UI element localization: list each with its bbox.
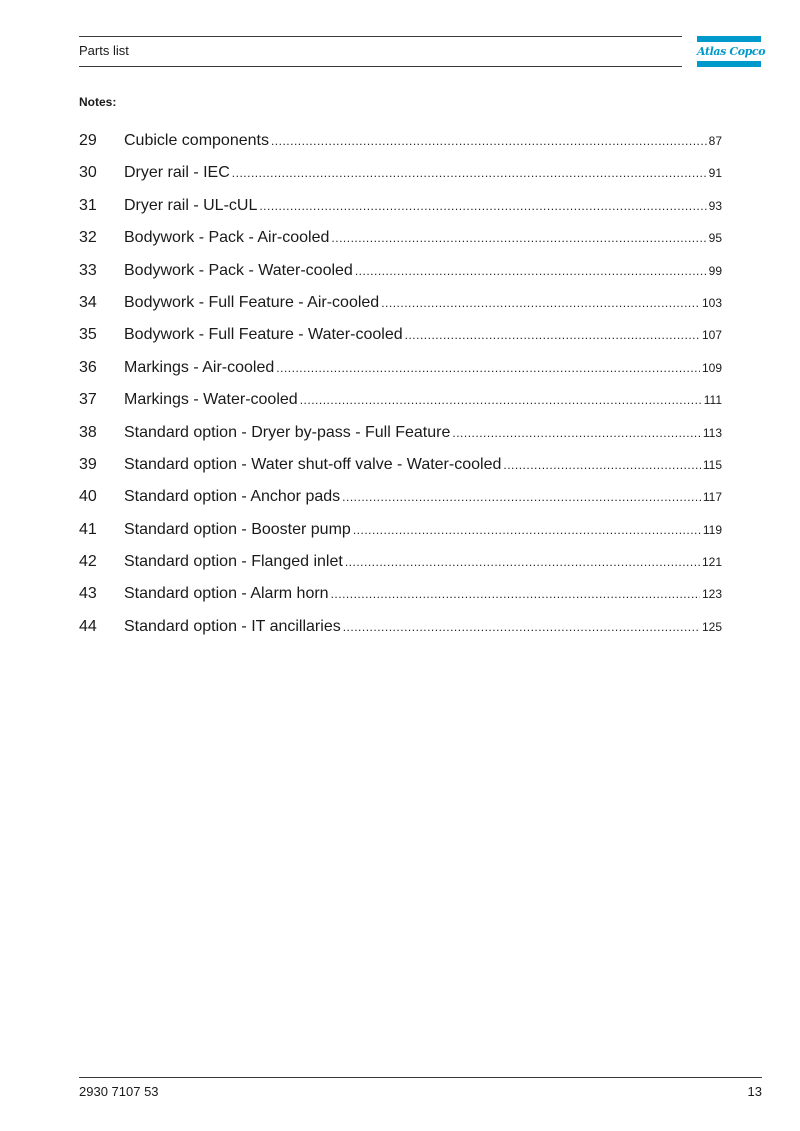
toc-dot-leader xyxy=(259,194,706,218)
toc-entry-number: 35 xyxy=(79,326,97,344)
toc-entry[interactable] xyxy=(79,485,722,517)
toc-dot-leader xyxy=(232,161,707,185)
toc-dot-leader xyxy=(271,129,707,153)
toc-entry-title[interactable]: Dryer rail - UL-cUL xyxy=(124,196,258,214)
toc-entry-title[interactable]: Standard option - IT ancillaries xyxy=(124,617,341,635)
toc-dot-leader xyxy=(342,485,701,509)
toc-entry[interactable] xyxy=(79,161,722,193)
toc-entry-title[interactable]: Bodywork - Pack - Water-cooled xyxy=(124,261,353,279)
toc-entry[interactable] xyxy=(79,129,722,161)
toc-entry-number: 31 xyxy=(79,196,97,214)
toc-entry-title[interactable]: Bodywork - Full Feature - Water-cooled xyxy=(124,326,403,344)
toc-entry-number: 29 xyxy=(79,132,97,149)
toc-entry-page[interactable]: 93 xyxy=(708,198,722,213)
toc-entry-number: 30 xyxy=(79,164,97,182)
header-bottom-rule xyxy=(79,66,682,67)
page-number: 13 xyxy=(747,1084,762,1099)
toc-entry[interactable] xyxy=(79,582,722,614)
toc-entry[interactable] xyxy=(79,453,722,485)
toc-dot-leader xyxy=(331,582,700,606)
toc-entry-title[interactable]: Cubicle components xyxy=(124,132,269,149)
toc-entry-title[interactable]: Markings - Air-cooled xyxy=(124,358,275,376)
toc-entry-page[interactable]: 91 xyxy=(708,166,722,181)
notes-label: Notes: xyxy=(79,95,117,109)
toc-dot-leader xyxy=(331,226,706,250)
toc-entry-number: 36 xyxy=(79,358,97,376)
toc-dot-leader xyxy=(345,550,700,574)
toc-dot-leader xyxy=(503,453,701,477)
toc-entry[interactable] xyxy=(79,518,722,550)
toc-entry-page[interactable]: 119 xyxy=(702,522,722,537)
toc-entry[interactable] xyxy=(79,291,722,323)
toc-entry-page[interactable]: 115 xyxy=(702,457,722,472)
toc-entry[interactable] xyxy=(79,194,722,226)
toc-entry-page[interactable]: 107 xyxy=(701,328,722,343)
toc-entry-title[interactable]: Standard option - Water shut-off valve - Water-cooled xyxy=(124,455,502,473)
toc-entry-page[interactable]: 111 xyxy=(703,393,722,408)
toc-entry-title[interactable]: Bodywork - Full Feature - Air-cooled xyxy=(124,293,380,311)
toc-entry-page[interactable]: 103 xyxy=(701,295,722,310)
logo-bottom-bar xyxy=(697,61,761,67)
toc-entry-page[interactable]: 121 xyxy=(701,555,722,570)
toc-entry[interactable] xyxy=(79,421,722,453)
toc-dot-leader xyxy=(355,259,707,283)
toc-entry[interactable] xyxy=(79,615,722,647)
toc-entry-number: 43 xyxy=(79,585,97,603)
logo-wordmark: Atlas Copco xyxy=(697,45,766,58)
logo-top-bar xyxy=(697,36,761,42)
atlas-copco-logo xyxy=(697,36,766,67)
toc-entry-number: 42 xyxy=(79,553,97,571)
toc-entry-title[interactable]: Standard option - Dryer by-pass - Full Feature xyxy=(124,423,451,441)
toc-entry[interactable] xyxy=(79,323,722,355)
toc-entry-number: 41 xyxy=(79,520,97,538)
toc-entry-number: 34 xyxy=(79,293,97,311)
toc-entry-page[interactable]: 117 xyxy=(702,490,722,505)
toc-entry-title[interactable]: Dryer rail - IEC xyxy=(124,164,230,182)
toc-entry-number: 44 xyxy=(79,617,97,635)
toc-entry-number: 37 xyxy=(79,391,97,409)
toc-entry[interactable] xyxy=(79,388,722,420)
toc-entry[interactable] xyxy=(79,550,722,582)
toc-entry[interactable] xyxy=(79,259,722,291)
toc-entry-page[interactable]: 87 xyxy=(708,134,722,148)
toc-dot-leader xyxy=(381,291,700,315)
toc-entry-title[interactable]: Markings - Water-cooled xyxy=(124,391,298,409)
toc-entry[interactable] xyxy=(79,356,722,388)
toc-entry-page[interactable]: 99 xyxy=(708,263,722,278)
toc-entry-title[interactable]: Standard option - Flanged inlet xyxy=(124,553,343,571)
toc-entry-page[interactable]: 113 xyxy=(702,425,722,440)
toc-entry-number: 38 xyxy=(79,423,97,441)
toc-entry-number: 40 xyxy=(79,488,97,506)
footer-rule xyxy=(79,1077,762,1078)
toc-dot-leader xyxy=(343,615,700,639)
toc-dot-leader xyxy=(405,323,700,347)
toc-dot-leader xyxy=(353,518,701,542)
toc-entry-number: 33 xyxy=(79,261,97,279)
toc-entry-title[interactable]: Standard option - Alarm horn xyxy=(124,585,329,603)
toc-dot-leader xyxy=(276,356,700,380)
toc-entry[interactable] xyxy=(79,226,722,258)
toc-entry-number: 32 xyxy=(79,229,97,247)
toc-entry-page[interactable]: 123 xyxy=(701,587,722,602)
table-of-contents xyxy=(79,129,722,647)
toc-entry-page[interactable]: 125 xyxy=(701,619,722,634)
page-header-title: Parts list xyxy=(79,43,129,58)
toc-entry-page[interactable]: 109 xyxy=(701,360,722,375)
toc-entry-title[interactable]: Standard option - Booster pump xyxy=(124,520,351,538)
toc-entry-title[interactable]: Bodywork - Pack - Air-cooled xyxy=(124,229,330,247)
toc-dot-leader xyxy=(300,388,702,412)
toc-entry-page[interactable]: 95 xyxy=(708,231,722,246)
toc-entry-number: 39 xyxy=(79,455,97,473)
toc-dot-leader xyxy=(452,421,701,445)
document-number: 2930 7107 53 xyxy=(79,1084,159,1099)
toc-entry-title[interactable]: Standard option - Anchor pads xyxy=(124,488,341,506)
header-top-rule xyxy=(79,36,682,37)
